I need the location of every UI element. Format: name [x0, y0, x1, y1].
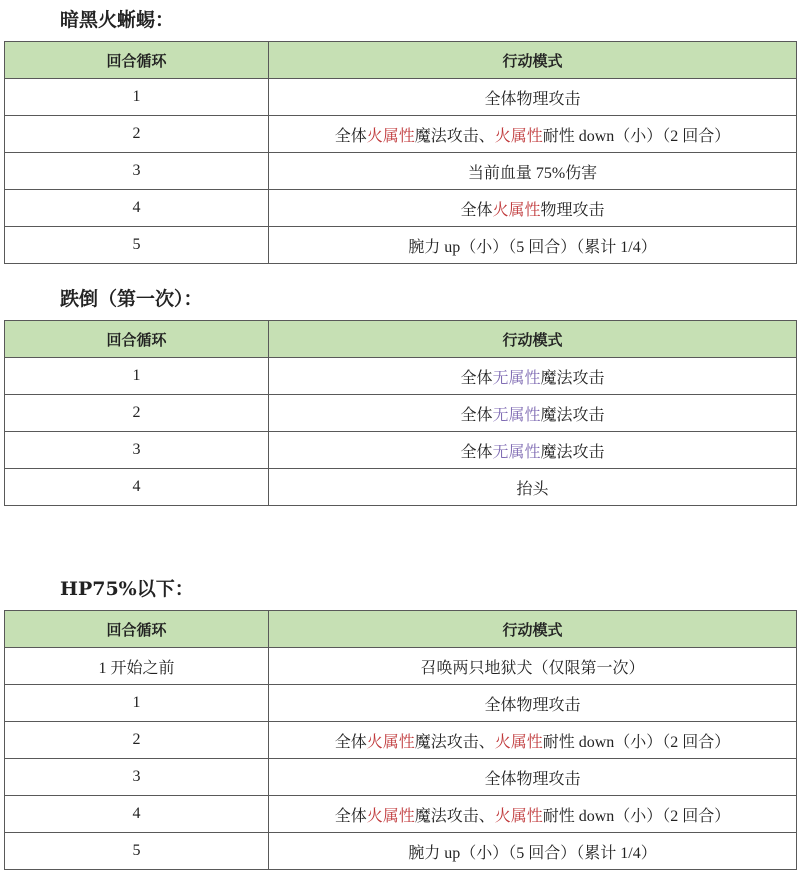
table-row [5, 227, 797, 264]
action-cell [269, 116, 797, 153]
none-attribute-text: 无属性 [492, 406, 541, 424]
action-cell [269, 190, 797, 227]
turn-cell: 4 [5, 190, 269, 227]
action-cell [269, 759, 797, 796]
action-cell [269, 395, 797, 432]
action-text: 耐性 down（小）（2 回合） [542, 807, 731, 825]
fire-attribute-text: 火属性 [494, 733, 543, 751]
turn-cell: 1 [5, 685, 269, 722]
fire-attribute-text: 火属性 [494, 807, 543, 825]
header-turn-cycle: 回合循环 [5, 42, 269, 79]
table-row [5, 190, 797, 227]
turn-cell: 1 [5, 79, 269, 116]
turn-cell: 4 [5, 796, 269, 833]
table-row [5, 722, 797, 759]
action-cell [269, 432, 797, 469]
fire-attribute-text: 火属性 [366, 807, 415, 825]
table-row [5, 759, 797, 796]
action-text: 全体 [460, 201, 493, 219]
action-text: 腕力 up（小）（5 回合）（累计 1/4） [408, 844, 657, 862]
action-cell [269, 227, 797, 264]
action-table-dark-salamander [4, 41, 797, 264]
table-row [5, 648, 797, 685]
action-text: 召唤两只地狱犬（仅限第一次） [420, 659, 645, 677]
action-cell [269, 648, 797, 685]
table-header-row [5, 321, 797, 358]
turn-cell: 3 [5, 759, 269, 796]
action-cell [269, 153, 797, 190]
action-cell [269, 796, 797, 833]
table-row [5, 469, 797, 506]
action-text: 全体物理攻击 [484, 90, 581, 108]
turn-cell: 4 [5, 469, 269, 506]
action-cell [269, 833, 797, 870]
turn-cell: 2 [5, 722, 269, 759]
action-table-hp75-below [4, 610, 797, 870]
table-row [5, 833, 797, 870]
table-row [5, 116, 797, 153]
turn-cell: 3 [5, 153, 269, 190]
table-row [5, 79, 797, 116]
turn-cell: 5 [5, 227, 269, 264]
section-title-fall-first: 跌倒（第一次）： [60, 288, 203, 310]
action-cell [269, 722, 797, 759]
action-text: 魔法攻击、 [414, 807, 495, 825]
action-text: 物理攻击 [540, 201, 605, 219]
table-row [5, 432, 797, 469]
action-cell [269, 79, 797, 116]
action-text: 全体 [334, 807, 367, 825]
action-text: 全体 [334, 733, 367, 751]
table-row [5, 358, 797, 395]
action-text: 全体 [460, 406, 493, 424]
section-title-hp75-below: HP75%以下： [60, 578, 194, 600]
none-attribute-text: 无属性 [492, 443, 541, 461]
action-text: 耐性 down（小）（2 回合） [542, 733, 731, 751]
action-table-fall-first [4, 320, 797, 506]
fire-attribute-text: 火属性 [492, 201, 541, 219]
fire-attribute-text: 火属性 [366, 733, 415, 751]
action-text: 全体 [334, 127, 367, 145]
table-header-row [5, 611, 797, 648]
header-action-pattern: 行动模式 [269, 42, 797, 79]
action-text: 腕力 up（小）（5 回合）（累计 1/4） [408, 238, 657, 256]
action-text: 全体 [460, 443, 493, 461]
action-text: 魔法攻击 [540, 406, 605, 424]
turn-cell: 5 [5, 833, 269, 870]
action-text: 全体物理攻击 [484, 696, 581, 714]
table-row [5, 153, 797, 190]
table-row [5, 796, 797, 833]
action-text: 魔法攻击、 [414, 733, 495, 751]
table-row [5, 685, 797, 722]
action-text: 魔法攻击 [540, 369, 605, 387]
header-action-pattern: 行动模式 [269, 321, 797, 358]
fire-attribute-text: 火属性 [494, 127, 543, 145]
action-text: 耐性 down（小）（2 回合） [542, 127, 731, 145]
header-action-pattern: 行动模式 [269, 611, 797, 648]
table-header-row [5, 42, 797, 79]
turn-cell: 3 [5, 432, 269, 469]
action-cell [269, 358, 797, 395]
header-turn-cycle: 回合循环 [5, 321, 269, 358]
action-text: 魔法攻击 [540, 443, 605, 461]
turn-cell: 1 开始之前 [5, 648, 269, 685]
turn-cell: 2 [5, 395, 269, 432]
action-text: 魔法攻击、 [414, 127, 495, 145]
section-title-dark-salamander: 暗黑火蜥蜴： [60, 9, 175, 31]
header-turn-cycle: 回合循环 [5, 611, 269, 648]
action-text: 抬头 [516, 480, 549, 498]
none-attribute-text: 无属性 [492, 369, 541, 387]
turn-cell: 2 [5, 116, 269, 153]
table-row [5, 395, 797, 432]
action-cell [269, 685, 797, 722]
action-text: 全体物理攻击 [484, 770, 581, 788]
action-cell [269, 469, 797, 506]
fire-attribute-text: 火属性 [366, 127, 415, 145]
action-text: 当前血量 75%伤害 [467, 164, 598, 182]
turn-cell: 1 [5, 358, 269, 395]
action-text: 全体 [460, 369, 493, 387]
